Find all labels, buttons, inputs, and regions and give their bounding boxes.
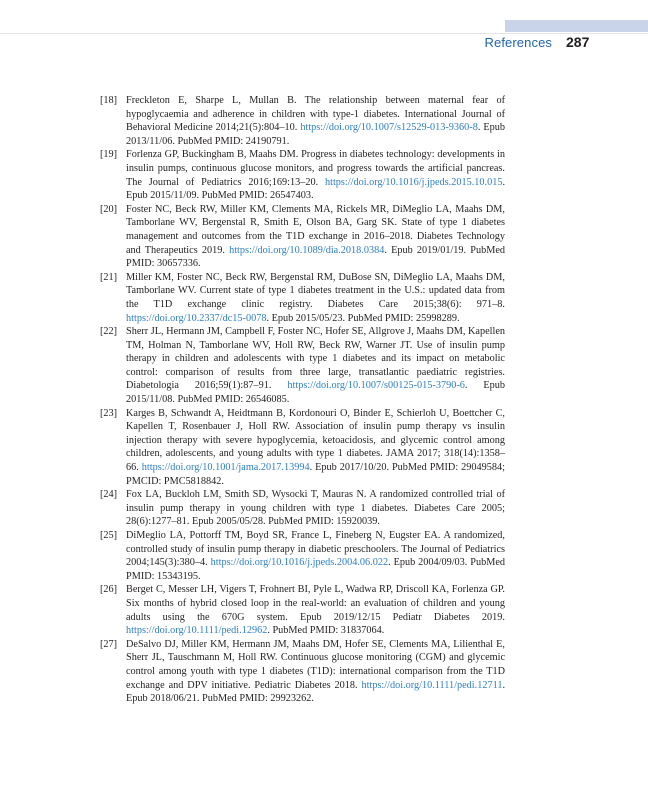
reference-text: DiMeglio LA, Pottorff TM, Boyd SR, France L, Fineberg N, Eugster EA. A randomized, controlled study of insulin pump therapy in diabetic preschoolers. The Journal of Pediatrics 2004;145(3):380–4. [126, 530, 505, 569]
reference-doi-link[interactable]: https://doi.org/10.1089/dia.2018.0384 [229, 244, 385, 256]
reference-text: DeSalvo DJ, Miller KM, Hermann JM, Maahs DM, Hofer SE, Clements MA, Lilienthal E, Sherr JL, Tauschmann M, Holl RW. Continuous glucose monitoring (CGM) and glycemic control among youth with type 1 diabetes (T1D): international comparison from the T1D exchange and DPV initiative. Pediatric Diabetes 2018. [126, 638, 505, 691]
reference-tail: . Epub 2013/11/06. PubMed PMID: 24190791. [126, 122, 506, 147]
reference-tail: . PubMed PMID: 31837064. [267, 625, 385, 637]
reference-doi-link[interactable]: https://doi.org/10.1007/s00125-015-3790-6 [287, 380, 465, 392]
reference-doi-link[interactable]: https://doi.org/10.1001/jama.2017.13994 [141, 462, 310, 474]
reference-item [97, 488, 505, 529]
reference-doi-link[interactable]: https://doi.org/10.1111/pedi.12962 [126, 625, 268, 637]
reference-list [97, 94, 505, 706]
reference-text: Miller KM, Foster NC, Beck RW, Bergenstal RM, DuBose SN, DiMeglio LA, Maahs DM, Tamborlane WV. Current state of type 1 diabetes treatment in the U.S.: updated data from the T1D exchange clinic registry. Diabetes Care 2015;38(6): 971–8. [126, 271, 505, 310]
running-head: References [484, 35, 552, 50]
reference-item [97, 529, 505, 583]
reference-tail: . Epub 2015/11/08. PubMed PMID: 26546085. [126, 380, 506, 406]
reference-tail: . Epub 2015/11/09. PubMed PMID: 26547403. [126, 176, 506, 202]
reference-number: [27] [100, 638, 118, 650]
reference-tail: . Epub 2004/09/03. PubMed PMID: 15343195. [126, 557, 506, 582]
reference-doi-link[interactable]: https://doi.org/10.1111/pedi.12711 [361, 679, 503, 691]
reference-text: Forlenza GP, Buckingham B, Maahs DM. Progress in diabetes technology: developments in insulin pumps, continuous glucose monitors, and progress towards the artificial pancreas. The Journal of Pediatrics 2016;169:13–20. [126, 149, 505, 188]
reference-tail: . Epub 2015/05/23. PubMed PMID: 25998289. [266, 312, 460, 324]
reference-doi-link[interactable]: https://doi.org/10.1016/j.jpeds.2004.06.022 [210, 557, 389, 569]
header-rule [0, 33, 648, 34]
reference-number: [25] [100, 530, 118, 541]
reference-text: Fox LA, Buckloh LM, Smith SD, Wysocki T, Mauras N. A randomized controlled trial of insulin pump therapy in young children with type 1 diabetes. Diabetes Care 2005; 28(6):1277–81. Epub 2005/05/28. PubMed PMID: 15920039. [126, 489, 505, 528]
reference-item [97, 203, 505, 271]
reference-text: Freckleton E, Sharpe L, Mullan B. The relationship between maternal fear of hypoglycaemia and adherence in children with type-1 diabetes. International Journal of Behavioral Medicine 2014;21(5):804–10. [126, 95, 505, 134]
reference-number: [18] [100, 95, 118, 106]
reference-tail: . Epub 2019/01/19. PubMed PMID: 30657336. [126, 244, 506, 270]
reference-doi-link[interactable]: https://doi.org/10.1016/j.jpeds.2015.10.015 [324, 176, 503, 188]
reference-tail: . Epub 2018/06/21. PubMed PMID: 29923262. [126, 679, 505, 705]
reference-item [97, 148, 505, 202]
reference-text: Berget C, Messer LH, Vigers T, Frohnert BI, Pyle L, Wadwa RP, Driscoll KA, Forlenza GP. Six months of hybrid closed loop in the real-world: an evaluation of children and young adults using the 670G system. Epub 2019/12/15 Pediatr Diabetes 2019. [126, 584, 505, 623]
reference-number: [26] [100, 584, 118, 596]
reference-number: [22] [100, 326, 118, 338]
reference-text: Foster NC, Beck RW, Miller KM, Clements MA, Rickels MR, DiMeglio LA, Maahs DM, Tamborlane WV, Bergenstal R, Smith E, Olson BA, Garg SK. State of type 1 diabetes management and outcomes from the T1D exchange in 2016–2018. Diabetes Technology and Therapeutics 2019. [126, 203, 505, 256]
reference-number: [20] [100, 203, 118, 215]
reference-text: Karges B, Schwandt A, Heidtmann B, Kordonouri O, Binder E, Schierloh U, Boettcher C, Kapellen T, Rosenbauer J, Holl RW. Association of insulin pump therapy vs insulin injection therapy with severe hypoglycemia, ketoacidosis, and glycemic control among children, adolescents, and young adults with type 1 diabetes. JAMA 2017; 318(14):1358–66. [126, 407, 505, 474]
reference-number: [23] [100, 407, 118, 419]
reference-item [97, 325, 505, 407]
reference-text: Sherr JL, Hermann JM, Campbell F, Foster NC, Hofer SE, Allgrove J, Maahs DM, Kapellen TM, Holman N, Tamborlane WV, Holl RW, Beck RW, Warner JT. Use of insulin pump therapy in children and adolescents with type 1 diabetes and its impact on metabolic control: comparison of results from three large, transatlantic paediatric registries. Diabetologia 2016;59(1):87–91. [126, 326, 505, 392]
reference-number: [21] [100, 271, 118, 283]
reference-item [97, 407, 505, 489]
reference-doi-link[interactable]: https://doi.org/10.2337/dc15-0078 [126, 312, 267, 324]
page-number: 287 [566, 34, 590, 50]
reference-item [97, 583, 505, 637]
reference-doi-link[interactable]: https://doi.org/10.1007/s12529-013-9360-8 [300, 122, 478, 134]
reference-number: [19] [100, 149, 118, 161]
reference-number: [24] [100, 489, 118, 501]
header-accent-bar [505, 20, 648, 32]
reference-item [97, 271, 505, 325]
reference-item [97, 94, 505, 148]
reference-tail: . Epub 2017/10/20. PubMed PMID: 29049584; PMCID: PMC5818842. [126, 462, 505, 487]
reference-item [97, 638, 505, 706]
